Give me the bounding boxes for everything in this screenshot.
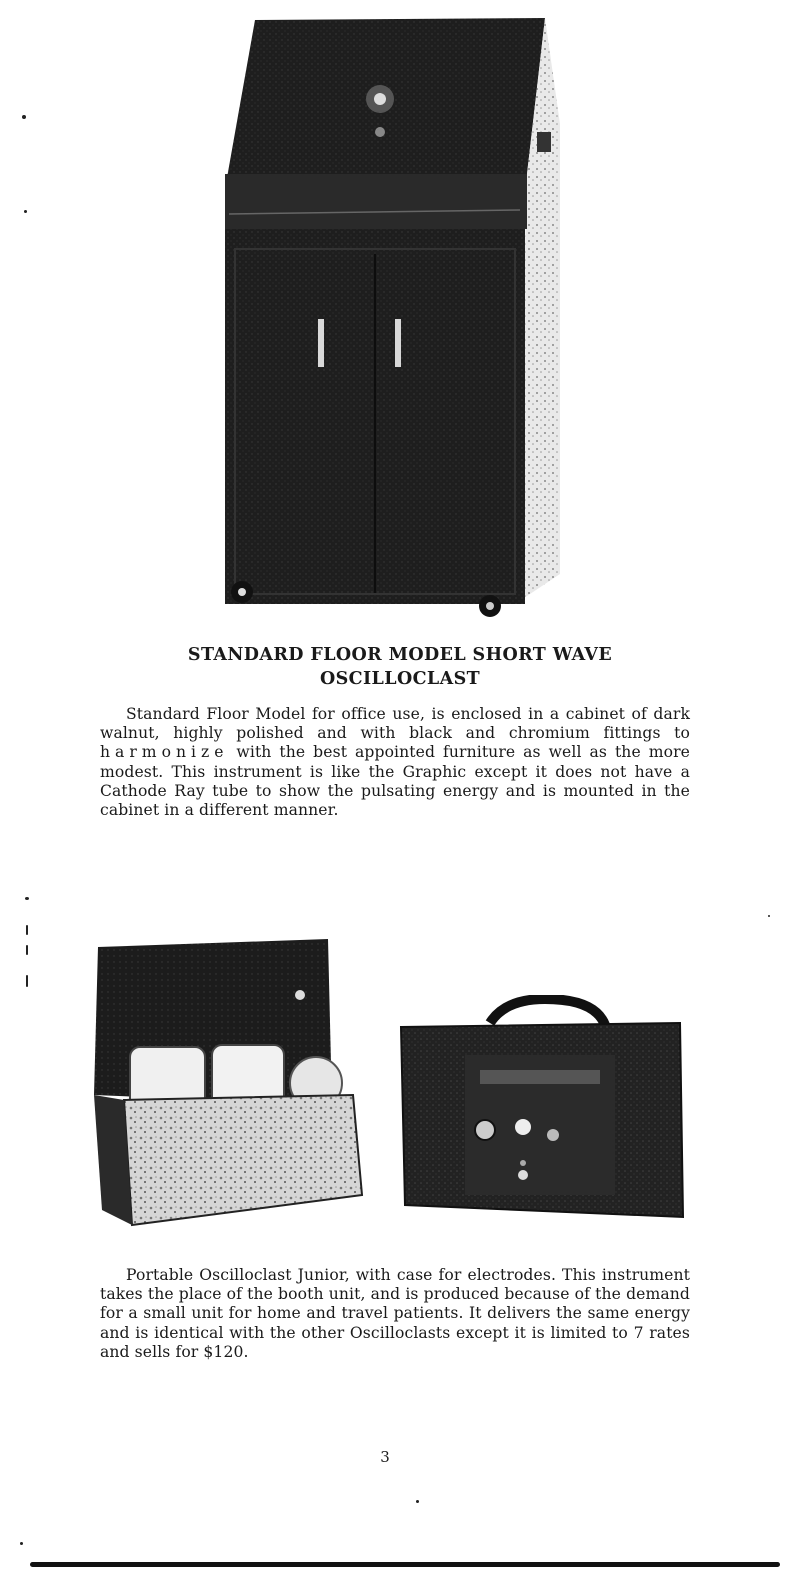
scan-speck (24, 210, 27, 213)
floor-model-description (100, 705, 690, 820)
floor-model-heading (110, 643, 690, 691)
scan-speck (20, 1542, 23, 1545)
junior-description (100, 1266, 690, 1362)
scan-speck (22, 115, 26, 119)
page-number: 3 (380, 1448, 390, 1466)
scan-speck (26, 945, 28, 955)
description-part-2: with the best appointed furniture as well as the more modest. This instrument is like the Graphic except it does not have a Cathode Ray tube to show the pulsating energy and is mounted in the cabinet in a different manner. (100, 743, 690, 820)
floor-model-photo (215, 14, 565, 626)
scan-speck (768, 915, 770, 917)
heading-line-2: OSCILLOCLAST (319, 669, 481, 689)
scan-speck (26, 975, 28, 987)
portable-unit-illustration (395, 995, 687, 1227)
description-part-1: Standard Floor Model for office use, is enclosed in a cabinet of dark walnut, highly polished and with black and chromium fittings to (100, 705, 690, 743)
junior-description-text: Portable Oscilloclast Junior, with case for electrodes. This instrument takes the place of the booth unit, and is produced because of the demand for a small unit for home and travel patients. It delivers the same energy and is identical with the other Oscilloclasts except it is limited to 7 rates and sells for $120. (100, 1266, 690, 1361)
junior-unit-photo (395, 995, 687, 1227)
heading-line-1: STANDARD FLOOR MODEL SHORT WAVE (187, 645, 613, 665)
scan-speck (416, 1500, 419, 1503)
description-spaced-word: harmonize (100, 743, 229, 762)
open-case-illustration (88, 935, 373, 1230)
floor-cabinet-illustration (215, 14, 565, 626)
scan-speck (26, 925, 28, 935)
electrode-case-photo (88, 935, 373, 1230)
bottom-border-rule (30, 1562, 780, 1567)
scan-speck (25, 897, 29, 900)
